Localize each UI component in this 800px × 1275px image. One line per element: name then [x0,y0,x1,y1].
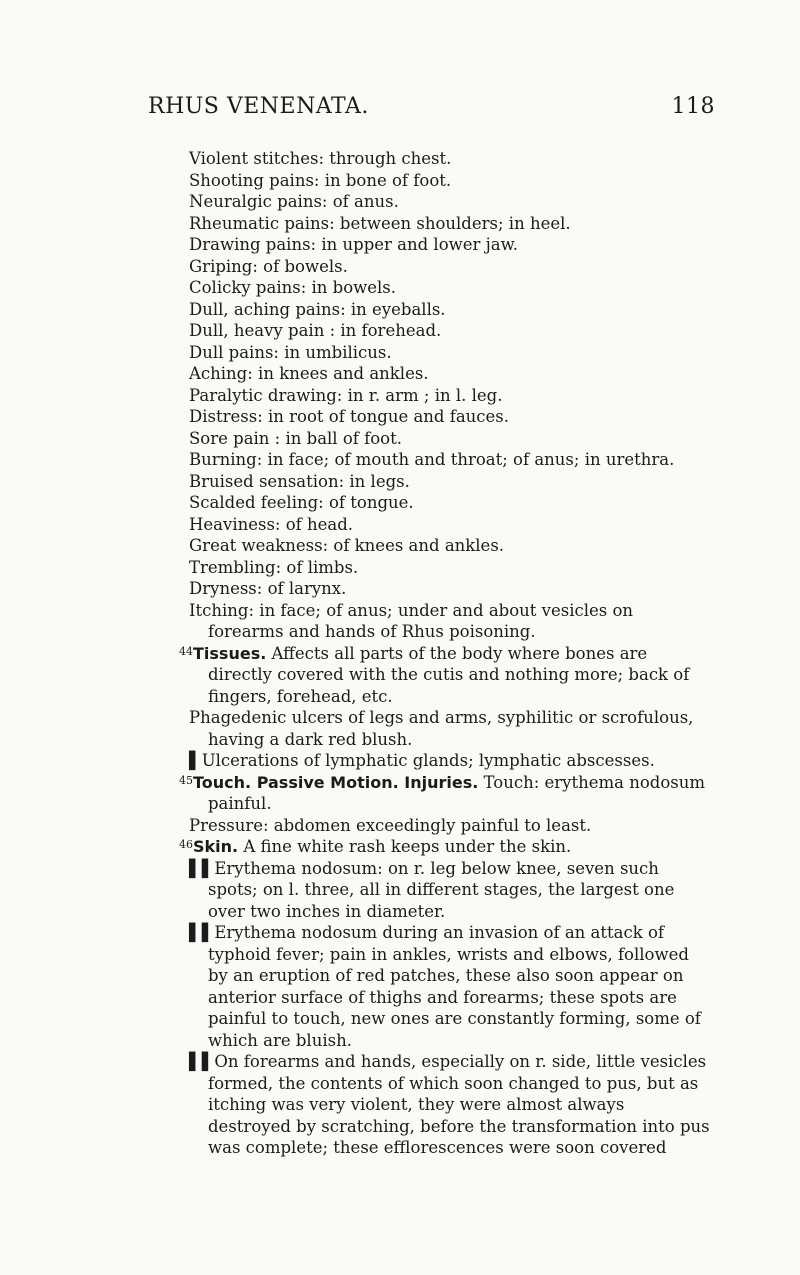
pressure-entry: Pressure: abdomen exceedingly painful to least. [189,815,592,835]
symptom-line: Distress: in root of tongue and fauces. [189,407,510,426]
symptom-line: Drawing pains: in upper and lower jaw. [189,235,519,254]
symptom-line: Shooting pains: in bone of foot. [189,170,452,190]
page-body [179,148,711,1159]
forearms-entry: ▌▌On forearms and hands, especially on r. side, little vesicles formed, the contents of which soon changed to pus, but as itching was very violent, they were almost always destroyed by scratching, before the transformation into pus was complete; these efflorescences were soon covered [189,1052,710,1157]
symptom-line: Trembling: of limbs. [189,557,359,577]
page-number: 118 [671,94,715,119]
phagedenic-entry: Phagedenic ulcers of legs and arms, syphilitic or scrofulous, having a dark red blush. [189,708,694,749]
symptom-line: Rheumatic pains: between shoulders; in heel. [189,213,571,233]
page-header [148,94,715,130]
section-heading: Tissues. [193,643,267,663]
symptom-line: Scalded feeling: of tongue. [189,493,414,512]
symptom-line: Dull, heavy pain : in forehead. [189,321,442,340]
symptom-line: Dull pains: in umbilicus. [189,342,392,362]
erythema-entry-1: ▌▌Erythema nodosum: on r. leg below knee, seven such spots; on l. three, all in different stages, the largest one over two inches in diameter. [189,858,675,921]
tissues-section [179,643,711,708]
symptom-line: Great weakness: of knees and ankles. [189,536,505,555]
burning-entry: Burning: in face; of mouth and throat; of anus; in urethra. [189,450,675,469]
skin-section [179,836,711,858]
symptom-line: Heaviness: of head. [189,514,354,534]
section-number: 46 [179,838,193,851]
symptom-line: Dryness: of larynx. [189,579,347,598]
symptom-line: Colicky pains: in bowels. [189,278,397,297]
section-heading: Skin. [193,837,239,856]
symptom-line: Bruised sensation: in legs. [189,471,410,491]
symptom-line: Violent stitches: through chest. [189,149,452,168]
symptom-line: Dull, aching pains: in eyeballs. [189,299,446,319]
running-title: RHUS VENENATA. [148,94,369,119]
section-text: Affects all parts of the body where bones are directly covered with the cutis and nothing more; back of fingers, forehead, etc. [208,643,690,706]
section-text: A fine white rash keeps under the skin. [238,837,572,856]
itching-entry: Itching: in face; of anus; under and about vesicles on forearms and hands of Rhus poisoning. [189,600,634,641]
symptom-line: Griping: of bowels. [189,256,348,276]
section-number: 44 [179,644,193,658]
section-heading: Touch. Passive Motion. Injuries. [193,772,479,792]
symptom-line: Paralytic drawing: in r. arm ; in l. leg. [189,385,503,405]
ulcerations-entry: ▌Ulcerations of lymphatic glands; lymphatic abscesses. [189,751,655,770]
section-text: Touch: erythema nodosum painful. [208,772,706,813]
symptom-line: Aching: in knees and ankles. [189,364,429,383]
symptom-line: Sore pain : in ball of foot. [189,428,402,448]
erythema-entry-2: ▌▌Erythema nodosum during an invasion of an attack of typhoid fever; pain in ankles, wrists and elbows, followed by an eruption of red patches, these also soon appear on anterior surface of thighs and forearms; these spots are painful to touch, new ones are constantly forming, some of which are bluish. [189,923,701,1050]
touch-section [179,772,711,815]
symptom-line: Neuralgic pains: of anus. [189,192,399,211]
section-number: 45 [179,773,193,787]
